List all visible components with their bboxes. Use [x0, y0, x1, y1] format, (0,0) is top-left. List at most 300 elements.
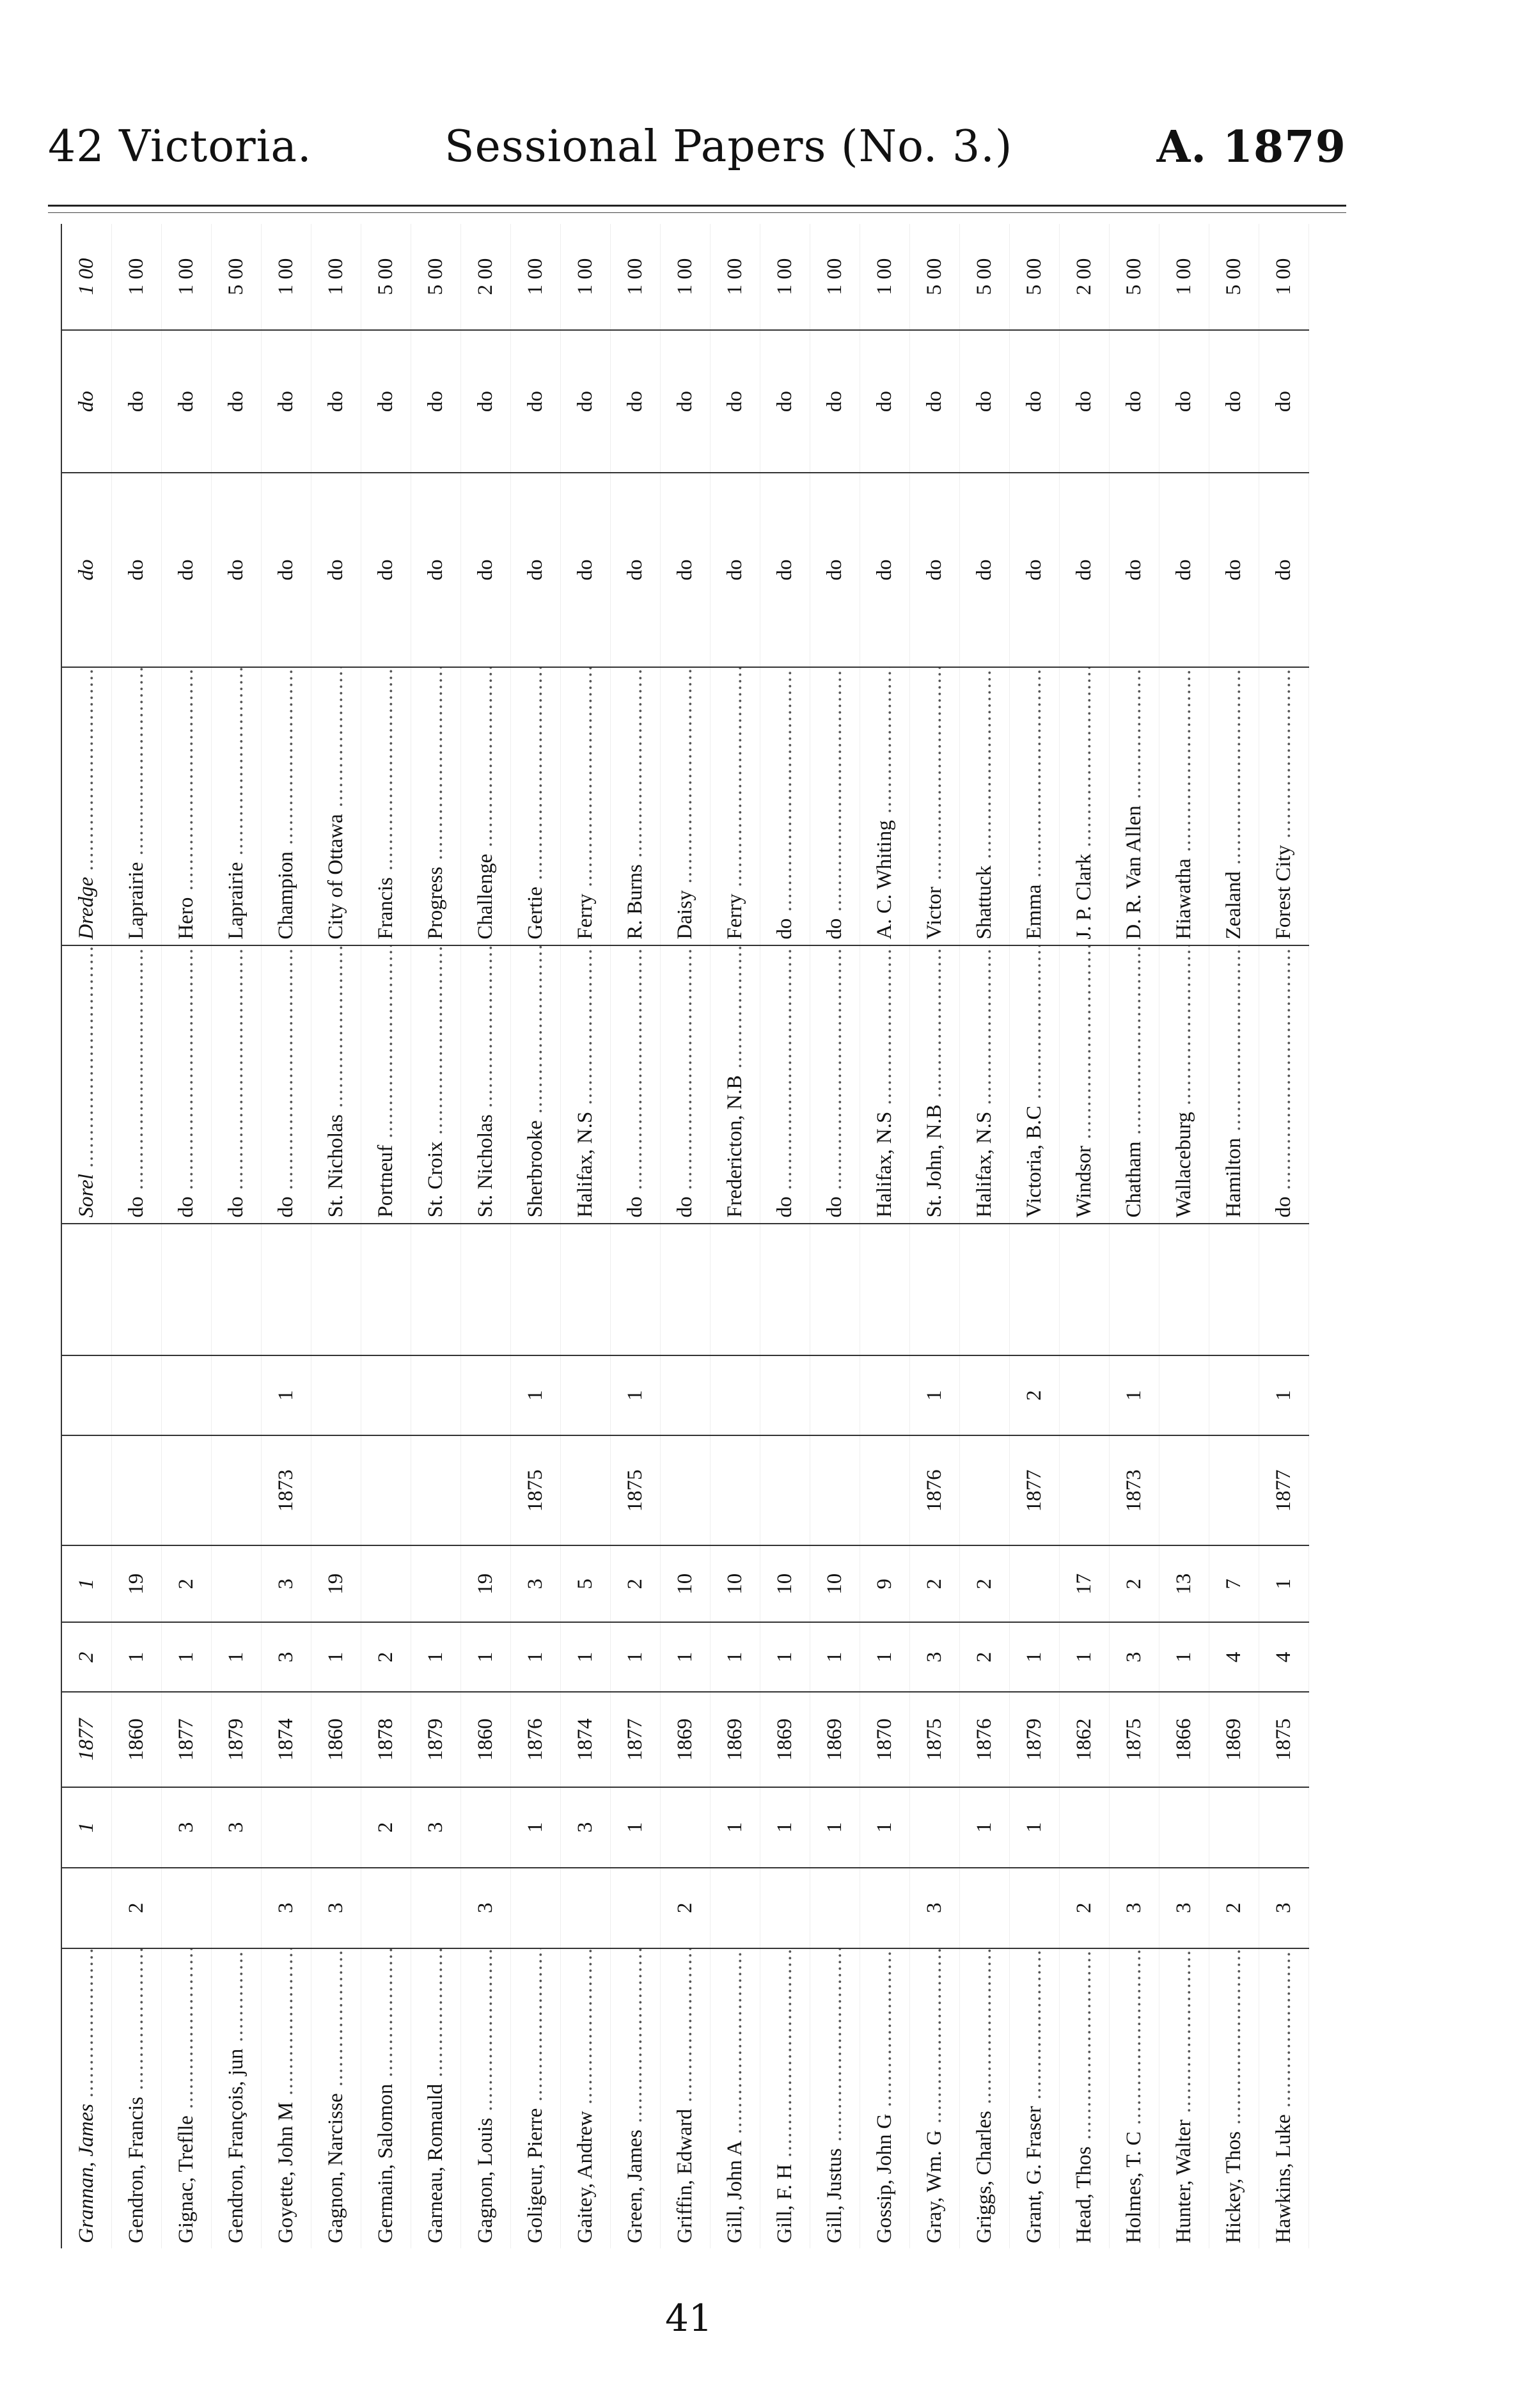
cell-c: 1	[511, 1622, 561, 1692]
cell-fee: 5 00	[910, 224, 960, 330]
cell-vessel: City of Ottawa .....	[311, 667, 361, 945]
cell-name: Germain, Salomon .....	[361, 1948, 411, 2248]
cell-yr: 1870	[860, 1692, 910, 1787]
cell-c: 2	[61, 1622, 112, 1692]
cell-e	[461, 1355, 511, 1436]
cell-yr2	[411, 1435, 461, 1545]
cell-vessel: J. P. Clark .....	[1060, 667, 1110, 945]
cell-d: 3	[262, 1545, 311, 1622]
cell-vessel: Challenge .....	[461, 667, 511, 945]
cell-yr: 1875	[1259, 1692, 1309, 1787]
cell-port: do .....	[810, 945, 860, 1224]
table-row	[112, 224, 162, 2248]
cell-d: 2	[960, 1545, 1010, 1622]
cell-vessel: D. R. Van Allen .....	[1110, 667, 1159, 945]
cell-a: 2	[112, 1868, 162, 1948]
cell-name: Gagnon, Louis .....	[461, 1948, 511, 2248]
cell-fee: 1 00	[1159, 224, 1209, 330]
table-row	[1110, 224, 1159, 2248]
cell-b: 1	[960, 1787, 1010, 1868]
cell-c: 1	[810, 1622, 860, 1692]
cell-do1: do	[1209, 473, 1259, 667]
table-row	[262, 224, 311, 2248]
cell-b: 1	[511, 1787, 561, 1868]
cell-e	[212, 1355, 262, 1436]
cell-d: 10	[760, 1545, 810, 1622]
cell-vessel: Laprairie .....	[212, 667, 262, 945]
cell-b	[1060, 1787, 1110, 1868]
cell-name: Gendron, François, jun .....	[212, 1948, 262, 2248]
cell-a	[1010, 1868, 1060, 1948]
cell-name: Grannan, James .....	[61, 1948, 112, 2248]
cell-yr2	[461, 1435, 511, 1545]
cell-yr: 1874	[561, 1692, 611, 1787]
cell-yr: 1869	[1209, 1692, 1259, 1787]
cell-do2: do	[1209, 330, 1259, 473]
cell-do1: do	[711, 473, 760, 667]
cell-vessel: A. C. Whiting .....	[860, 667, 910, 945]
cell-f	[61, 1224, 112, 1355]
cell-yr2	[162, 1435, 212, 1545]
cell-c: 1	[461, 1622, 511, 1692]
table-row	[162, 224, 212, 2248]
cell-d	[212, 1545, 262, 1622]
cell-name: Green, James .....	[611, 1948, 661, 2248]
cell-fee: 1 00	[61, 224, 112, 330]
cell-f	[212, 1224, 262, 1355]
cell-d: 10	[661, 1545, 711, 1622]
cell-b	[661, 1787, 711, 1868]
cell-vessel: Ferry .....	[561, 667, 611, 945]
cell-c: 2	[960, 1622, 1010, 1692]
cell-yr2	[311, 1435, 361, 1545]
table-row	[1159, 224, 1209, 2248]
cell-fee: 5 00	[960, 224, 1010, 330]
cell-e	[561, 1355, 611, 1436]
cell-f	[162, 1224, 212, 1355]
table-row	[910, 224, 960, 2248]
cell-f	[411, 1224, 461, 1355]
cell-f	[1110, 1224, 1159, 1355]
cell-d: 5	[561, 1545, 611, 1622]
cell-a: 3	[262, 1868, 311, 1948]
table-row	[511, 224, 561, 2248]
cell-do1: do	[1110, 473, 1159, 667]
cell-fee: 2 00	[1060, 224, 1110, 330]
cell-name: Garneau, Romauld .....	[411, 1948, 461, 2248]
cell-a	[860, 1868, 910, 1948]
cell-b: 3	[212, 1787, 262, 1868]
cell-yr2: 1875	[611, 1435, 661, 1545]
cell-c: 1	[661, 1622, 711, 1692]
cell-e: 1	[1259, 1355, 1309, 1436]
ledger-table	[61, 224, 1309, 2248]
cell-port: Hamilton .....	[1209, 945, 1259, 1224]
cell-a	[61, 1868, 112, 1948]
cell-name: Gossip, John G .....	[860, 1948, 910, 2248]
cell-port: St. John, N.B .....	[910, 945, 960, 1224]
cell-vessel: Zealand .....	[1209, 667, 1259, 945]
cell-do1: do	[112, 473, 162, 667]
cell-do2: do	[611, 330, 661, 473]
cell-port: Halifax, N.S .....	[561, 945, 611, 1224]
cell-e	[760, 1355, 810, 1436]
cell-c: 1	[1060, 1622, 1110, 1692]
cell-do1: do	[561, 473, 611, 667]
cell-do1: do	[860, 473, 910, 667]
cell-yr: 1875	[1110, 1692, 1159, 1787]
cell-name: Gill, Justus .....	[810, 1948, 860, 2248]
cell-c: 1	[311, 1622, 361, 1692]
cell-vessel: Dredge .....	[61, 667, 112, 945]
cell-name: Hickey, Thos .....	[1209, 1948, 1259, 2248]
cell-vessel: do .....	[760, 667, 810, 945]
cell-a: 3	[1159, 1868, 1209, 1948]
table-row	[1209, 224, 1259, 2248]
cell-name: Hawkins, Luke .....	[1259, 1948, 1309, 2248]
cell-b: 1	[61, 1787, 112, 1868]
cell-do2: do	[561, 330, 611, 473]
cell-a: 3	[1110, 1868, 1159, 1948]
cell-vessel: R. Burns .....	[611, 667, 661, 945]
cell-e	[711, 1355, 760, 1436]
cell-a	[561, 1868, 611, 1948]
cell-name: Griggs, Charles .....	[960, 1948, 1010, 2248]
cell-vessel: Gertie .....	[511, 667, 561, 945]
cell-a	[810, 1868, 860, 1948]
cell-d: 7	[1209, 1545, 1259, 1622]
cell-port: do .....	[112, 945, 162, 1224]
cell-d	[361, 1545, 411, 1622]
cell-do1: do	[212, 473, 262, 667]
cell-yr2: 1873	[262, 1435, 311, 1545]
cell-e	[112, 1355, 162, 1436]
cell-do1: do	[162, 473, 212, 667]
cell-do2: do	[1010, 330, 1060, 473]
cell-do2: do	[960, 330, 1010, 473]
cell-port: Wallaceburg .....	[1159, 945, 1209, 1224]
cell-do2: do	[212, 330, 262, 473]
cell-a: 3	[1259, 1868, 1309, 1948]
cell-do1: do	[1010, 473, 1060, 667]
table-row	[411, 224, 461, 2248]
cell-port: Chatham .....	[1110, 945, 1159, 1224]
cell-fee: 1 00	[760, 224, 810, 330]
cell-fee: 1 00	[810, 224, 860, 330]
cell-name: Gignac, Treflle .....	[162, 1948, 212, 2248]
table-row	[461, 224, 511, 2248]
cell-fee: 1 00	[860, 224, 910, 330]
cell-b: 1	[611, 1787, 661, 1868]
cell-d	[411, 1545, 461, 1622]
cell-do1: do	[61, 473, 112, 667]
cell-fee: 5 00	[1010, 224, 1060, 330]
cell-do2: do	[910, 330, 960, 473]
cell-d	[1010, 1545, 1060, 1622]
cell-do2: do	[1259, 330, 1309, 473]
cell-b	[461, 1787, 511, 1868]
cell-d: 10	[711, 1545, 760, 1622]
cell-yr: 1876	[511, 1692, 561, 1787]
cell-e	[661, 1355, 711, 1436]
cell-d: 2	[1110, 1545, 1159, 1622]
cell-vessel: Victor .....	[910, 667, 960, 945]
cell-yr2: 1877	[1010, 1435, 1060, 1545]
cell-name: Grant, G. Fraser .....	[1010, 1948, 1060, 2248]
cell-e: 2	[1010, 1355, 1060, 1436]
cell-c: 3	[262, 1622, 311, 1692]
cell-do1: do	[311, 473, 361, 667]
ledger-table-rotated	[61, 224, 1333, 2248]
cell-port: Victoria, B.C .....	[1010, 945, 1060, 1224]
cell-yr: 1879	[411, 1692, 461, 1787]
cell-e	[810, 1355, 860, 1436]
cell-port: Sherbrooke .....	[511, 945, 561, 1224]
cell-a	[511, 1868, 561, 1948]
cell-fee: 1 00	[561, 224, 611, 330]
cell-c: 1	[611, 1622, 661, 1692]
cell-do2: do	[262, 330, 311, 473]
cell-yr2: 1877	[1259, 1435, 1309, 1545]
cell-yr: 1879	[212, 1692, 262, 1787]
cell-do1: do	[661, 473, 711, 667]
cell-c: 1	[1159, 1622, 1209, 1692]
cell-fee: 1 00	[511, 224, 561, 330]
cell-vessel: do .....	[810, 667, 860, 945]
cell-d: 10	[810, 1545, 860, 1622]
cell-e	[1209, 1355, 1259, 1436]
cell-e	[411, 1355, 461, 1436]
cell-e	[860, 1355, 910, 1436]
cell-port: St. Nicholas .....	[461, 945, 511, 1224]
cell-name: Gaitey, Andrew .....	[561, 1948, 611, 2248]
cell-port: Windsor .....	[1060, 945, 1110, 1224]
cell-name: Gray, Wm. G .....	[910, 1948, 960, 2248]
cell-d: 17	[1060, 1545, 1110, 1622]
cell-e	[1060, 1355, 1110, 1436]
table-row	[760, 224, 810, 2248]
cell-do1: do	[960, 473, 1010, 667]
cell-e	[361, 1355, 411, 1436]
cell-c: 4	[1259, 1622, 1309, 1692]
cell-e: 1	[910, 1355, 960, 1436]
cell-name: Goligeur, Pierre .....	[511, 1948, 561, 2248]
cell-do1: do	[611, 473, 661, 667]
cell-b	[262, 1787, 311, 1868]
cell-port: do .....	[262, 945, 311, 1224]
cell-yr: 1860	[311, 1692, 361, 1787]
cell-vessel: Daisy .....	[661, 667, 711, 945]
cell-f	[860, 1224, 910, 1355]
header-rule	[48, 205, 1346, 207]
cell-yr: 1875	[910, 1692, 960, 1787]
table-row	[860, 224, 910, 2248]
cell-b: 3	[411, 1787, 461, 1868]
cell-f	[1209, 1224, 1259, 1355]
cell-b	[112, 1787, 162, 1868]
cell-yr2	[212, 1435, 262, 1545]
cell-vessel: Emma .....	[1010, 667, 1060, 945]
cell-f	[112, 1224, 162, 1355]
cell-yr2	[61, 1435, 112, 1545]
cell-port: do .....	[611, 945, 661, 1224]
cell-fee: 1 00	[711, 224, 760, 330]
table-row	[960, 224, 1010, 2248]
cell-yr: 1860	[112, 1692, 162, 1787]
cell-c: 1	[411, 1622, 461, 1692]
cell-f	[960, 1224, 1010, 1355]
cell-name: Hunter, Walter .....	[1159, 1948, 1209, 2248]
cell-yr2: 1873	[1110, 1435, 1159, 1545]
cell-name: Gill, F. H .....	[760, 1948, 810, 2248]
cell-yr2	[711, 1435, 760, 1545]
cell-do2: do	[711, 330, 760, 473]
cell-e	[311, 1355, 361, 1436]
cell-do1: do	[760, 473, 810, 667]
ledger-body	[61, 224, 1309, 2248]
cell-b: 1	[810, 1787, 860, 1868]
cell-port: do .....	[1259, 945, 1309, 1224]
cell-yr2	[760, 1435, 810, 1545]
cell-c: 1	[1010, 1622, 1060, 1692]
table-row	[711, 224, 760, 2248]
cell-port: Portneuf .....	[361, 945, 411, 1224]
cell-b: 1	[760, 1787, 810, 1868]
cell-a: 2	[661, 1868, 711, 1948]
cell-name: Griffin, Edward .....	[661, 1948, 711, 2248]
table-row	[1060, 224, 1110, 2248]
cell-f	[561, 1224, 611, 1355]
cell-do2: do	[860, 330, 910, 473]
cell-fee: 2 00	[461, 224, 511, 330]
cell-fee: 5 00	[361, 224, 411, 330]
cell-e: 1	[511, 1355, 561, 1436]
cell-d: 13	[1159, 1545, 1209, 1622]
cell-do1: do	[810, 473, 860, 667]
cell-a: 3	[311, 1868, 361, 1948]
cell-yr2	[810, 1435, 860, 1545]
cell-yr2	[1159, 1435, 1209, 1545]
cell-f	[1010, 1224, 1060, 1355]
cell-a	[760, 1868, 810, 1948]
cell-do2: do	[661, 330, 711, 473]
cell-yr2	[1060, 1435, 1110, 1545]
cell-fee: 5 00	[1209, 224, 1259, 330]
cell-a	[711, 1868, 760, 1948]
cell-a	[212, 1868, 262, 1948]
cell-f	[760, 1224, 810, 1355]
cell-e: 1	[262, 1355, 311, 1436]
cell-a: 3	[461, 1868, 511, 1948]
cell-c: 2	[361, 1622, 411, 1692]
cell-yr: 1877	[61, 1692, 112, 1787]
table-row	[361, 224, 411, 2248]
cell-fee: 1 00	[162, 224, 212, 330]
cell-do1: do	[411, 473, 461, 667]
cell-a: 2	[1060, 1868, 1110, 1948]
cell-d: 3	[511, 1545, 561, 1622]
cell-d: 19	[112, 1545, 162, 1622]
cell-port: Sorel .....	[61, 945, 112, 1224]
cell-fee: 5 00	[212, 224, 262, 330]
cell-vessel: Champion .....	[262, 667, 311, 945]
cell-do1: do	[1159, 473, 1209, 667]
header-title: Sessional Papers (No. 3.)	[444, 122, 1013, 172]
cell-vessel: Francis .....	[361, 667, 411, 945]
cell-f	[711, 1224, 760, 1355]
cell-yr: 1876	[960, 1692, 1010, 1787]
cell-yr: 1860	[461, 1692, 511, 1787]
cell-d: 2	[162, 1545, 212, 1622]
cell-f	[311, 1224, 361, 1355]
cell-do1: do	[511, 473, 561, 667]
cell-a	[162, 1868, 212, 1948]
table-row	[661, 224, 711, 2248]
cell-b: 3	[561, 1787, 611, 1868]
cell-c: 1	[711, 1622, 760, 1692]
cell-yr: 1869	[661, 1692, 711, 1787]
cell-a	[611, 1868, 661, 1948]
cell-port: St. Nicholas .....	[311, 945, 361, 1224]
cell-vessel: Forest City .....	[1259, 667, 1309, 945]
cell-a	[361, 1868, 411, 1948]
cell-do2: do	[61, 330, 112, 473]
cell-do1: do	[262, 473, 311, 667]
cell-do1: do	[461, 473, 511, 667]
cell-f	[511, 1224, 561, 1355]
cell-a: 3	[910, 1868, 960, 1948]
cell-fee: 1 00	[1259, 224, 1309, 330]
cell-vessel: Laprairie .....	[112, 667, 162, 945]
cell-b: 1	[860, 1787, 910, 1868]
cell-c: 1	[162, 1622, 212, 1692]
cell-f	[361, 1224, 411, 1355]
cell-yr2	[561, 1435, 611, 1545]
cell-do1: do	[1259, 473, 1309, 667]
cell-do2: do	[511, 330, 561, 473]
cell-port: do .....	[162, 945, 212, 1224]
cell-f	[661, 1224, 711, 1355]
cell-yr2	[1209, 1435, 1259, 1545]
cell-c: 4	[1209, 1622, 1259, 1692]
cell-vessel: Hiawatha .....	[1159, 667, 1209, 945]
cell-f	[1159, 1224, 1209, 1355]
cell-do1: do	[910, 473, 960, 667]
table-row	[311, 224, 361, 2248]
cell-d: 2	[910, 1545, 960, 1622]
cell-fee: 1 00	[611, 224, 661, 330]
cell-e: 1	[611, 1355, 661, 1436]
table-row	[212, 224, 262, 2248]
cell-port: Halifax, N.S .....	[860, 945, 910, 1224]
cell-c: 1	[212, 1622, 262, 1692]
cell-c: 1	[760, 1622, 810, 1692]
folio-number: 41	[665, 2296, 712, 2340]
cell-yr: 1869	[810, 1692, 860, 1787]
cell-fee: 5 00	[411, 224, 461, 330]
cell-a	[411, 1868, 461, 1948]
cell-do2: do	[361, 330, 411, 473]
cell-port: do .....	[760, 945, 810, 1224]
cell-c: 1	[112, 1622, 162, 1692]
table-row	[810, 224, 860, 2248]
cell-vessel: Shattuck .....	[960, 667, 1010, 945]
cell-port: do .....	[212, 945, 262, 1224]
cell-d: 2	[611, 1545, 661, 1622]
cell-name: Holmes, T. C .....	[1110, 1948, 1159, 2248]
cell-f	[262, 1224, 311, 1355]
cell-e	[162, 1355, 212, 1436]
